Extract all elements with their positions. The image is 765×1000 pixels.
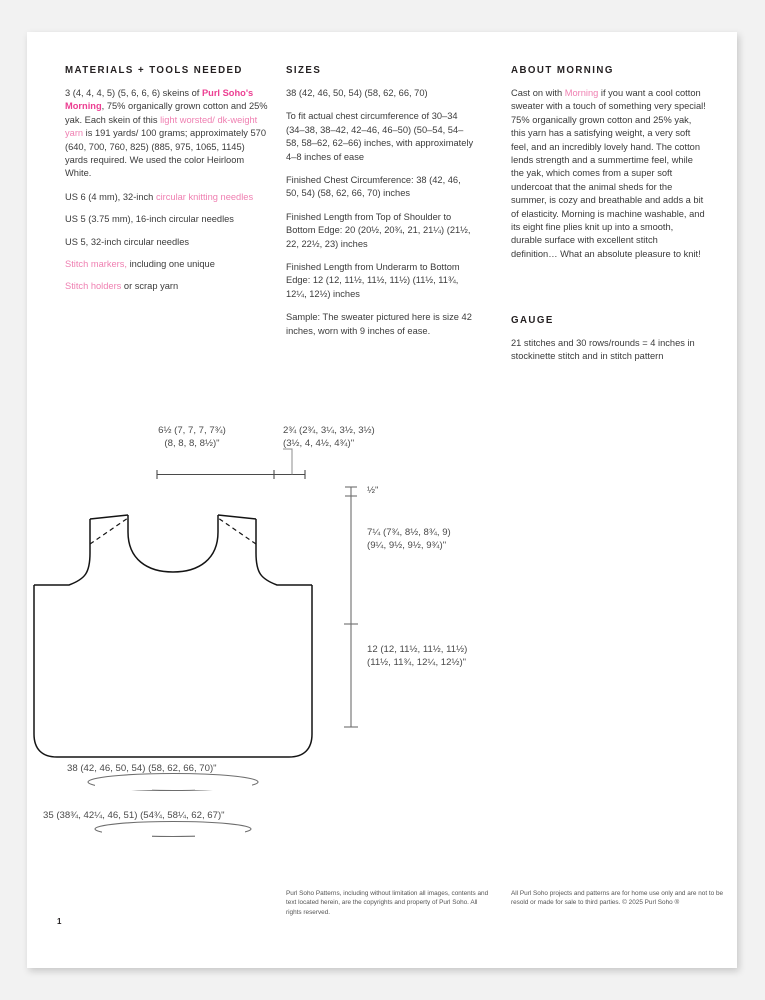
- notion-2-text: or scrap yarn: [121, 281, 179, 292]
- notion-1-text: including one unique: [127, 259, 215, 270]
- shoulder-shaping-dashes: [90, 518, 256, 544]
- gauge-block: [511, 315, 711, 364]
- about-column: [511, 65, 706, 261]
- about-heading: ABOUT MORNING: [511, 65, 614, 76]
- materials-yarn-paragraph: [65, 87, 268, 181]
- body-length-label: [367, 643, 467, 669]
- needle-1-size: US 6 (4 mm), 32-inch: [65, 191, 156, 202]
- yarn-qty-text: 3 (4, 4, 4, 5) (5, 6, 6, 6) skeins of: [65, 88, 202, 98]
- length-shoulder-text: Finished Length from Top of Shoulder to Bottom Edge: 20 (20½, 20¾, 21, 21¼) (21½, 22, 22½, 23) inches: [286, 211, 471, 249]
- footer-copyright-right: All Purl Soho projects and patterns are for home use only and are not to be resold or made for sale to third parties. © 2025 Purl Soho ®: [511, 890, 724, 907]
- top-dimension-line: [157, 449, 305, 479]
- finished-chest-text: Finished Chest Circumference: 38 (42, 46, 50, 54) (58, 62, 66, 70) inches: [286, 175, 461, 199]
- materials-heading: MATERIALS + TOOLS NEEDED: [65, 65, 243, 76]
- neck-width-label: [283, 424, 375, 450]
- morning-yarn-link[interactable]: Morning: [564, 88, 599, 98]
- shoulder-width-line1: 6½ (7, 7, 7, 7¾): [158, 425, 226, 436]
- hem-circ-label: 35 (38¾, 42¼, 46, 51) (54¾, 58¼, 62, 67)": [43, 810, 225, 821]
- neck-width-line2: (3½, 4, 4½, 4¾)": [283, 438, 355, 450]
- hem-ellipse-mask-right: [195, 831, 245, 837]
- gauge-heading: GAUGE: [511, 315, 554, 326]
- to-fit-text: To fit actual chest circumference of 30–34 (34–38, 38–42, 42–46, 46–50) (50–54, 54–58, 58–62, 62–66) inches, with approximately 4–8 inches of ease: [286, 111, 474, 162]
- footer-copyright-left: Purl Soho Patterns, including without limitation all images, contents and text located herein, are the copyrights and property of Purl Soho. All rights reserved.: [286, 890, 489, 916]
- needle-1-link[interactable]: circular knitting needles: [155, 191, 254, 202]
- chest-ellipse-mask-right: [195, 784, 252, 790]
- gauge-text: 21 stitches and 30 rows/rounds = 4 inches in stockinette stitch and in stitch pattern: [511, 338, 695, 362]
- notion-1-line: [65, 258, 268, 271]
- chest-ellipse: [88, 774, 258, 791]
- needle-2-line: US 5 (3.75 mm), 16-inch circular needles: [65, 214, 234, 225]
- page-number: 1: [57, 917, 62, 926]
- sizes-column: [286, 65, 476, 338]
- stitch-markers-link[interactable]: Stitch markers,: [65, 259, 127, 270]
- notion-2-line: [65, 280, 268, 293]
- armhole-depth-label: [367, 526, 451, 552]
- hem-ellipse: [95, 822, 251, 837]
- neck-width-line1: 2¾ (2¾, 3¼, 3½, 3½): [283, 425, 375, 436]
- yarn-yardage-text: is 191 yards/ 100 grams; approximately 570 (640, 700, 760, 825) (885, 975, 1065, 1145) yards required. We used the color Heirloom White.: [65, 128, 267, 179]
- needle-3-line: US 5, 32-inch circular needles: [65, 236, 190, 247]
- hem-ellipse-mask-left: [102, 831, 152, 837]
- about-text: [511, 87, 706, 261]
- yarn-weight-link[interactable]: light worsted/ dk-weight yarn: [65, 114, 258, 139]
- body-length-line1: 12 (12, 11½, 11½, 11½): [367, 644, 468, 655]
- sizes-heading: SIZES: [286, 65, 322, 76]
- armhole-line1: 7¼ (7¾, 8½, 8¾, 9): [367, 527, 451, 538]
- yarn-content-text: , 75% organically grown cotton and 25% yak. Each skein of this: [65, 101, 268, 125]
- body-length-line2: (11½, 11¾, 12¼, 12½)": [367, 657, 467, 669]
- about-text-post: if you want a cool cotton sweater with a touch of something very special! 75% organically grown cotton and 25% yak, this yarn has a satisfying weight, a very soft feel, and an incredibly lovely hand. The cotton lends strength and a summertime feel, while the yak, which comes from a super soft undercoat that the animal sheds for the summer, is cozy and breathable and adds a bit of elasticity. Morning is machine washable, and its eight fine plies knit up into a smooth, durable surface with excellent stitch definition… What an absolute pleasure to knit!: [511, 88, 706, 259]
- neck-depth-label: ½": [367, 485, 379, 496]
- stitch-holders-link[interactable]: Stitch holders: [65, 281, 122, 292]
- length-underarm-text: Finished Length from Underarm to Bottom Edge: 12 (12, 11½, 11½, 11½) (11½, 11¾, 12¼, 12½) inches: [286, 262, 460, 299]
- chest-ellipse-mask-left: [95, 784, 152, 790]
- pattern-page: [27, 32, 737, 968]
- right-dimension-line: [344, 487, 358, 727]
- yarn-brand-link[interactable]: Purl Soho's Morning: [65, 88, 254, 112]
- needle-1-line: [65, 191, 268, 204]
- materials-column: [65, 65, 268, 294]
- size-list: 38 (42, 46, 50, 54) (58, 62, 66, 70): [286, 88, 428, 98]
- shoulder-width-line2: (8, 8, 8, 8½)": [164, 438, 220, 450]
- sample-text: Sample: The sweater pictured here is size 42 inches, worn with 9 inches of ease.: [286, 312, 472, 336]
- sweater-outline: [34, 515, 312, 757]
- armhole-line2: (9¼, 9½, 9½, 9¾)": [367, 540, 447, 552]
- about-text-pre: Cast on with: [511, 88, 565, 98]
- body-helper: [57, 487, 313, 739]
- shoulder-width-label: [129, 424, 255, 450]
- chest-circ-label: 38 (42, 46, 50, 54) (58, 62, 66, 70)": [67, 763, 217, 774]
